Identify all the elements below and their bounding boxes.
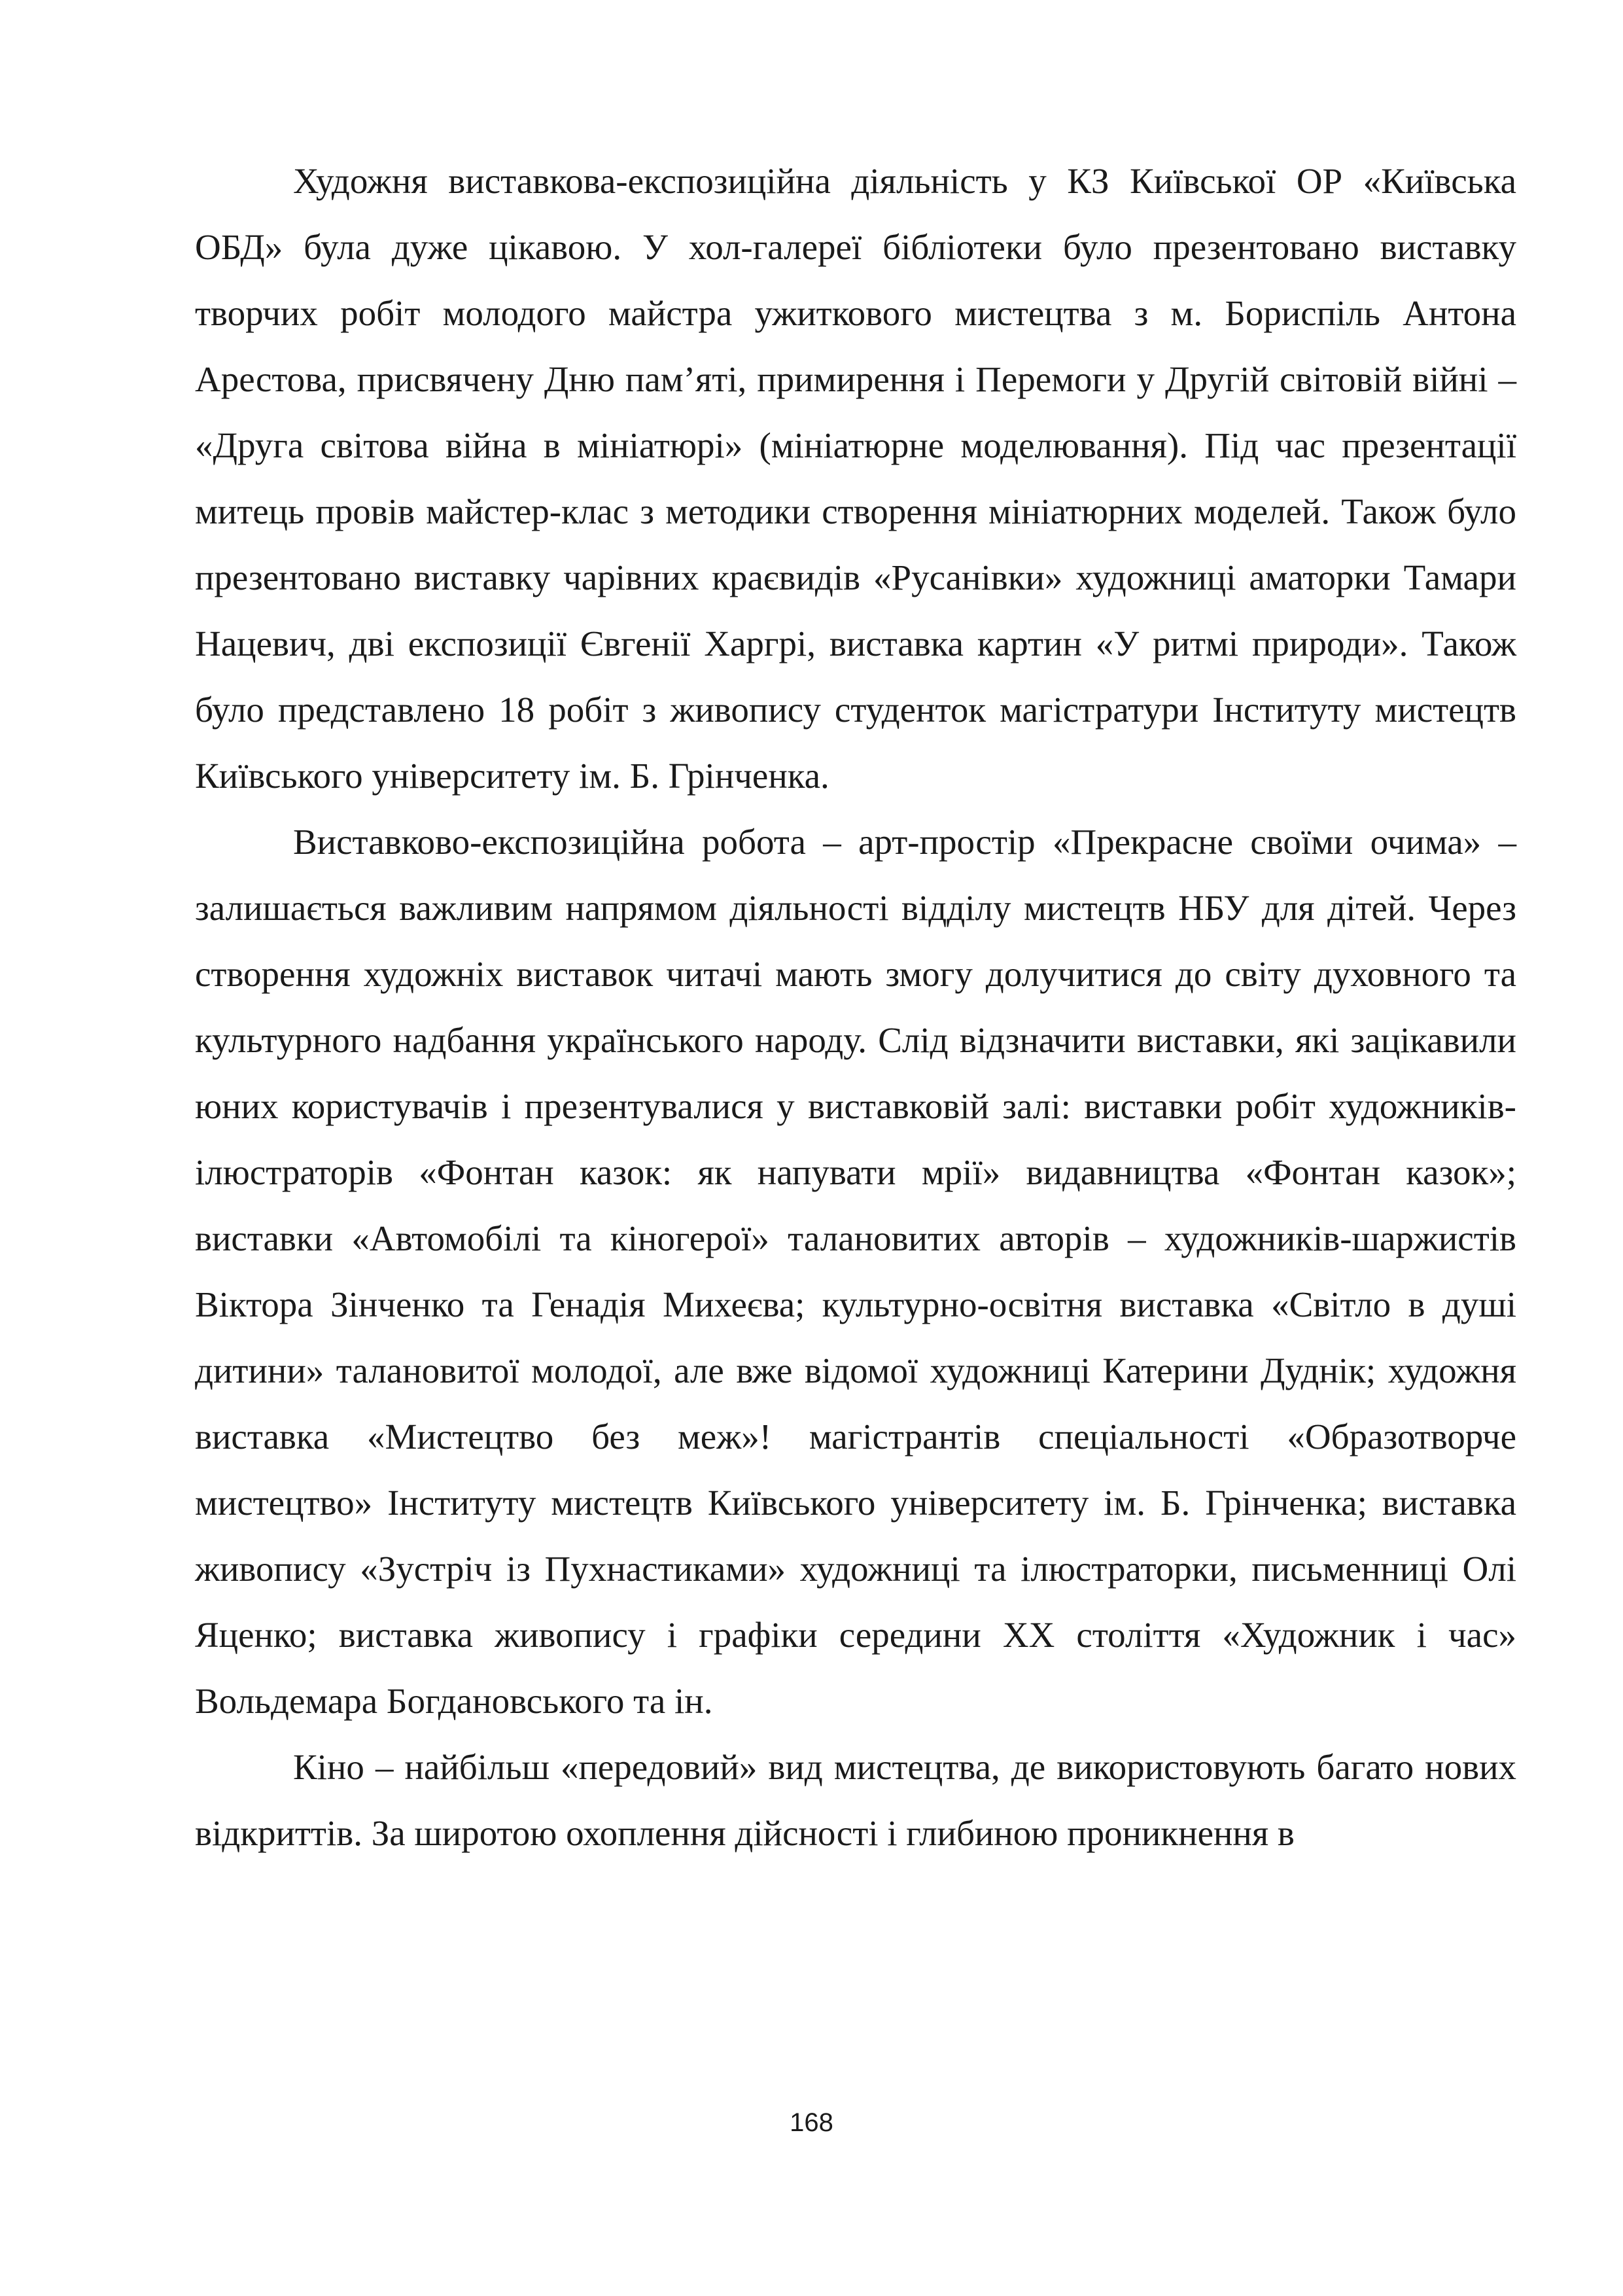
paragraph-exhibition-activity: Художня виставкова-експозиційна діяльність у КЗ Київської ОР «Київська ОБД» була дуже цікавою. У хол-галереї бібліотеки було презентовано виставку творчих робіт молодого майстра ужиткового мистецтва з м. Бориспіль Антона Арестова, присвячену Дню пам’яті, примирення і Перемоги у Другій світовій війні – «Друга світова війна в мініатюрі» (мініатюрне моделювання). Під час презентації митець провів майстер-клас з методики створення мініатюрних моделей. Також було презентовано виставку чарівних краєвидів «Русанівки» художниці аматорки Тамари Нацевич, дві експозиції Євгенії Харгрі, виставка картин «У ритмі природи». Також було представлено 18 робіт з живопису студенток магістратури Інституту мистецтв Київського університету ім. Б. Грінченка. [195, 161, 1516, 796]
page-number: 168 [790, 2108, 833, 2137]
body-text [195, 148, 1516, 1866]
paragraph-art-space: Виставково-експозиційна робота – арт-простір «Прекрасне своїми очима» – залишається важливим напрямом діяльності відділу мистецтв НБУ для дітей. Через створення художніх виставок читачі мають змогу долучитися до світу духовного та культурного надбання українського народу. Слід відзначити виставки, які зацікавили юних користувачів і презентувалися у виставковій залі: виставки робіт художників-ілюстраторів «Фонтан казок: як напувати мрії» видавництва «Фонтан казок»; виставки «Автомобілі та кіногерої» талановитих авторів – художників-шаржистів Віктора Зінченко та Генадія Михеєва; культурно-освітня виставка «Світло в душі дитини» талановитої молодої, але вже відомої художниці Катерини Дуднік; художня виставка «Мистецтво без меж»! магістрантів спеціальності «Образотворче мистецтво» Інституту мистецтв Київського університету ім. Б. Грінченка; виставка живопису «Зустріч із Пухнастиками» художниці та ілюстраторки, письменниці Олі Яценко; виставка живопису і графіки середини XX століття «Художник і час» Вольдемара Богдановського та ін. [195, 822, 1516, 1721]
paragraph-cinema: Кіно – найбільш «передовий» вид мистецтва, де використовують багато нових відкриттів. За широтою охоплення дійсності і глибиною проникнення в [195, 1747, 1516, 1853]
